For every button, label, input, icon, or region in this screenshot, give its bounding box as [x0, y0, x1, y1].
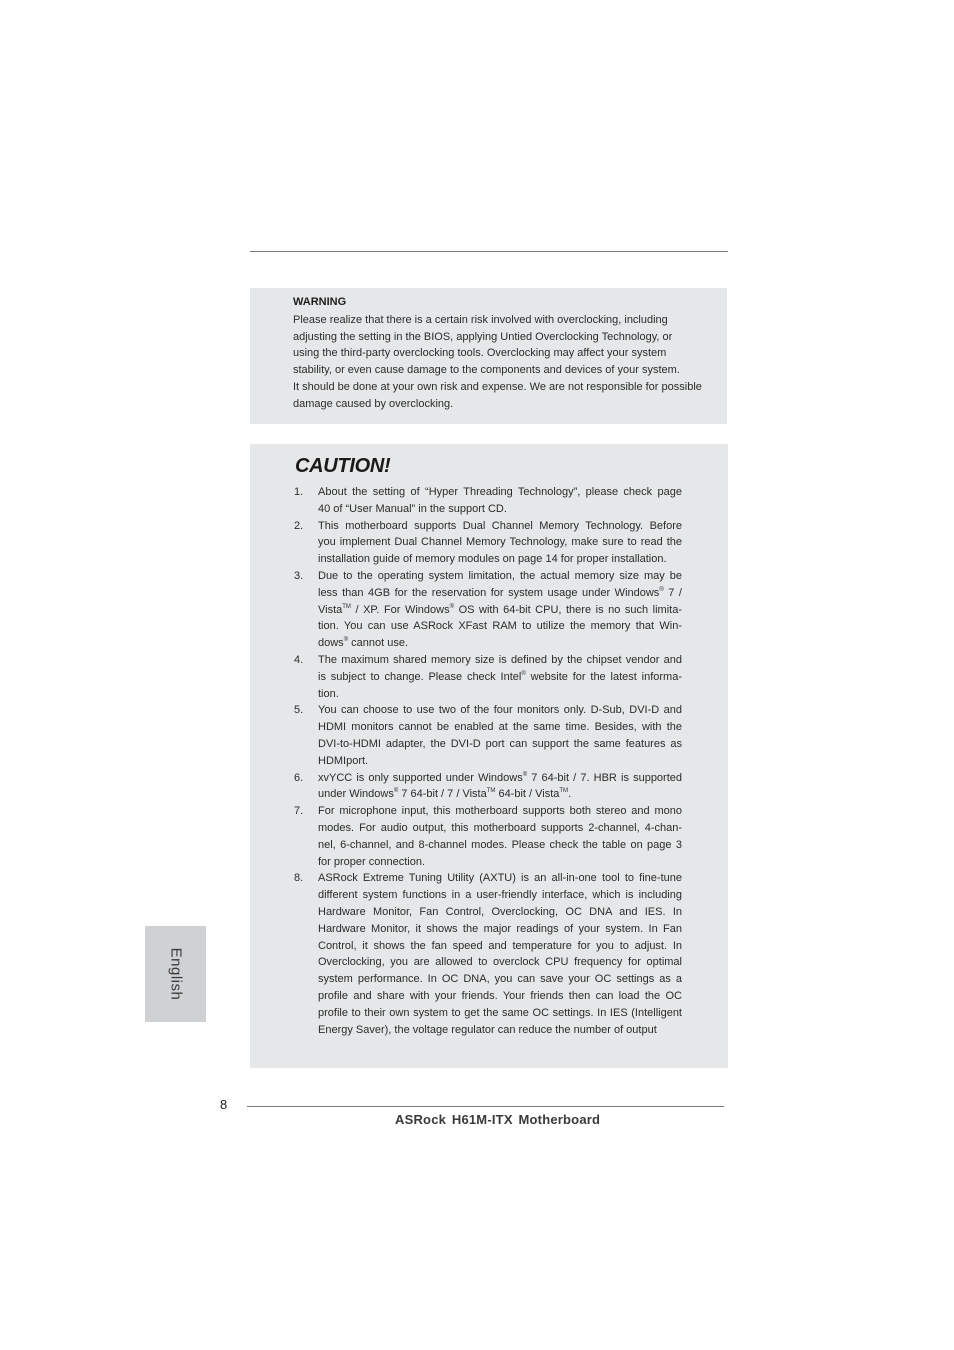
- caution-text: 64-bit / Vista: [495, 788, 560, 801]
- caution-line: DVI-to-HDMI adapter, the DVI-D port can support the same features as: [318, 737, 682, 750]
- caution-text: 7 64-bit / 7. HBR is supported: [527, 771, 683, 784]
- caution-text: 7 64-bit / 7 / Vista: [398, 788, 487, 801]
- caution-item-number: 6.: [294, 771, 304, 784]
- caution-line: [318, 635, 682, 652]
- caution-line: Hardware Monitor, Fan Control, Overclocking, OC DNA and IES. In: [318, 905, 682, 918]
- registered-mark: ®: [521, 670, 526, 677]
- caution-text: / XP. For Windows: [350, 603, 450, 616]
- footer-rule: [247, 1106, 724, 1107]
- caution-text: Vista: [318, 603, 343, 616]
- language-label: English: [167, 947, 184, 1001]
- warning-line: stability, or even cause damage to the components and devices of your system.: [293, 364, 680, 377]
- caution-line: 40 of “User Manual” in the support CD.: [318, 502, 507, 515]
- caution-text: .: [568, 788, 572, 801]
- caution-item-number: 8.: [294, 872, 304, 885]
- warning-title: WARNING: [293, 296, 347, 308]
- caution-item: [294, 702, 682, 769]
- caution-line: For microphone input, this motherboard supports both stereo and mono: [318, 805, 682, 818]
- caution-line: HDMI monitors cannot be enabled at the same time. Besides, with the: [318, 721, 682, 734]
- caution-item: [294, 652, 682, 702]
- caution-line: different system functions in a user-friendly interface, which is including: [318, 889, 682, 902]
- caution-text: dows: [318, 637, 344, 650]
- caution-line: tion.: [318, 687, 339, 700]
- caution-line: Due to the operating system limitation, the actual memory size may be: [318, 569, 682, 582]
- caution-text: OS with 64-bit CPU, there is no such limita-: [454, 603, 682, 616]
- registered-mark: ®: [659, 586, 664, 593]
- caution-item-number: 5.: [294, 704, 304, 717]
- caution-box: [250, 444, 728, 1068]
- caution-line: The maximum shared memory size is defined by the chipset vendor and: [318, 653, 682, 666]
- caution-line: Hardware Monitor, it shows the major readings of your system. In Fan: [318, 922, 682, 935]
- registered-mark: ®: [343, 637, 349, 644]
- caution-item: [294, 770, 682, 804]
- warning-line: Please realize that there is a certain risk involved with overclocking, including: [293, 314, 668, 326]
- caution-line: for proper connection.: [318, 855, 426, 868]
- caution-line: [318, 602, 682, 619]
- caution-item: [294, 484, 682, 518]
- caution-item: [294, 803, 682, 870]
- caution-line: About the setting of “Hyper Threading Technology”, please check page: [318, 486, 682, 498]
- caution-line: This motherboard supports Dual Channel Memory Technology. Before: [318, 519, 682, 532]
- caution-line: You can choose to use two of the four monitors only. D-Sub, DVI-D and: [318, 704, 682, 717]
- caution-line: [318, 770, 682, 787]
- warning-box: [250, 288, 727, 424]
- caution-line: tion. You can use ASRock XFast RAM to utilize the memory that Win-: [318, 620, 682, 633]
- caution-item-number: 7.: [294, 805, 304, 818]
- caution-line: profile to their own system to get the same OC settings. In IES (Intelligent: [318, 1006, 682, 1019]
- caution-item-number: 2.: [294, 519, 304, 532]
- caution-line: modes. For audio output, this motherboard supports 2-channel, 4-chan-: [318, 821, 682, 834]
- caution-line: ASRock Extreme Tuning Utility (AXTU) is an all-in-one tool to fine-tune: [318, 872, 682, 885]
- caution-text: 7 /: [663, 586, 682, 599]
- warning-line: It should be done at your own risk and expense. We are not responsible for possible: [293, 380, 702, 393]
- caution-list: [294, 484, 682, 1038]
- footer-title: ASRock H61M-ITX Motherboard: [395, 1112, 601, 1127]
- caution-item: [294, 568, 682, 652]
- caution-line: Overclocking, you are allowed to overclock CPU frequency for optimal: [318, 956, 682, 969]
- caution-line: you implement Dual Channel Memory Technology, make sure to read the: [318, 536, 682, 549]
- trademark-mark: TM: [559, 788, 569, 795]
- header-rule: [250, 251, 728, 252]
- registered-mark: ®: [393, 788, 399, 795]
- caution-item-number: 3.: [294, 569, 304, 582]
- caution-line: installation guide of memory modules on page 14 for proper installation.: [318, 553, 667, 566]
- registered-mark: ®: [449, 603, 455, 610]
- caution-item-number: 1.: [294, 486, 304, 498]
- warning-line: damage caused by overclocking.: [293, 397, 454, 410]
- caution-item-number: 4.: [294, 653, 304, 666]
- caution-line: [318, 669, 682, 686]
- caution-text: cannot use.: [348, 637, 409, 650]
- caution-line: Control, it shows the fan speed and temperature for you to adjust. In: [318, 939, 682, 952]
- caution-text: less than 4GB for the reservation for system usage under Windows: [318, 586, 660, 599]
- trademark-mark: TM: [486, 788, 496, 795]
- caution-item: [294, 518, 682, 568]
- caution-line: HDMIport.: [318, 754, 369, 767]
- caution-line: system performance. In OC DNA, you can save your OC settings as a: [318, 973, 682, 986]
- caution-text: website for the latest informa-: [525, 670, 682, 683]
- caution-item: [294, 870, 682, 1038]
- caution-line: nel, 6-channel, and 8-channel modes. Please check the table on page 3: [318, 838, 682, 851]
- caution-text: xvYCC is only supported under Windows: [318, 771, 523, 784]
- caution-text: is subject to change. Please check Intel: [318, 670, 522, 683]
- caution-title: CAUTION!: [295, 455, 391, 477]
- warning-line: adjusting the setting in the BIOS, applying Untied Overclocking Technology, or: [293, 330, 673, 343]
- caution-line: [318, 786, 682, 803]
- caution-text: under Windows: [318, 788, 394, 801]
- caution-line: Energy Saver), the voltage regulator can reduce the number of output: [318, 1023, 657, 1036]
- registered-mark: ®: [522, 771, 528, 778]
- page-number: 8: [220, 1097, 228, 1112]
- caution-line: [318, 585, 682, 602]
- warning-line: using the third-party overclocking tools. Overclocking may affect your system: [293, 347, 667, 360]
- language-side-tab: [145, 926, 206, 1022]
- caution-line: profile and share with your friends. Your friends then can load the OC: [318, 989, 682, 1002]
- trademark-mark: TM: [342, 603, 351, 610]
